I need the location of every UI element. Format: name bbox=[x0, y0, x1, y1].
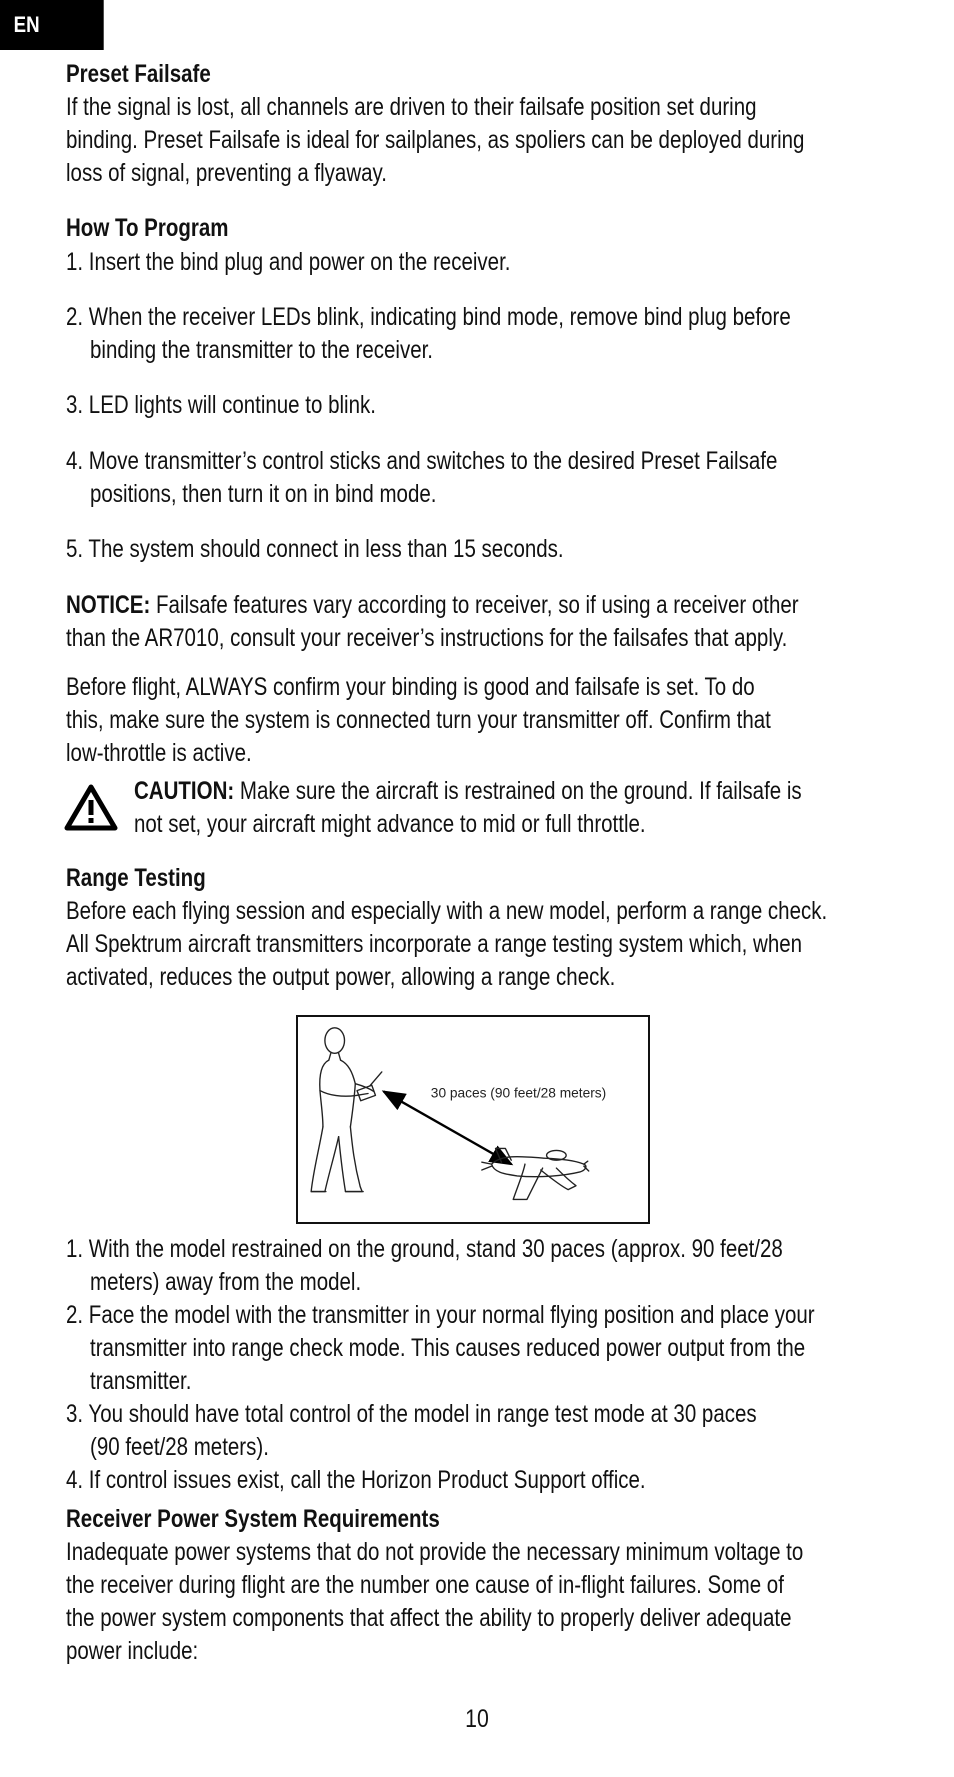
range-text-line: activated, reduces the output power, allowing a range check. bbox=[66, 963, 616, 991]
notice-text: Failsafe features vary according to receiver, so if using a receiver other bbox=[150, 591, 799, 619]
power-text-line: the power system components that affect the ability to properly deliver adequate bbox=[66, 1604, 792, 1632]
range-step-3-cont: (90 feet/28 meters). bbox=[90, 1433, 269, 1461]
range-step-2-cont: transmitter into range check mode. This causes reduced power output from the bbox=[90, 1334, 806, 1362]
how-to-program-heading: How To Program bbox=[66, 214, 229, 242]
program-step-2: 2. When the receiver LEDs blink, indicating bind mode, remove bind plug before bbox=[66, 303, 791, 331]
range-step-2-cont: transmitter. bbox=[90, 1367, 192, 1395]
range-step-1-cont: meters) away from the model. bbox=[90, 1268, 362, 1296]
notice-text-line: than the AR7010, consult your receiver’s instructions for the failsafes that apply. bbox=[66, 624, 788, 652]
range-step-4: 4. If control issues exist, call the Horizon Product Support office. bbox=[66, 1466, 646, 1494]
power-requirements-heading: Receiver Power System Requirements bbox=[66, 1505, 440, 1533]
range-step-3: 3. You should have total control of the model in range test mode at 30 paces bbox=[66, 1400, 757, 1428]
before-flight-line: Before flight, ALWAYS confirm your binding is good and failsafe is set. To do bbox=[66, 673, 755, 701]
caution-text: Make sure the aircraft is restrained on the ground. If failsafe is bbox=[234, 777, 802, 805]
caution-label: CAUTION: bbox=[134, 777, 235, 805]
failsafe-text-line: binding. Preset Failsafe is ideal for sailplanes, as spoliers can be deployed during bbox=[66, 126, 805, 154]
before-flight-line: low-throttle is active. bbox=[66, 739, 252, 767]
program-step-4-cont: positions, then turn it on in bind mode. bbox=[90, 480, 437, 508]
warning-triangle-icon bbox=[64, 783, 118, 831]
range-check-illustration bbox=[298, 1017, 648, 1222]
program-step-1: 1. Insert the bind plug and power on the receiver. bbox=[66, 248, 511, 276]
range-text-line: All Spektrum aircraft transmitters incorporate a range testing system which, when bbox=[66, 930, 803, 958]
pilot-figure bbox=[311, 1028, 382, 1192]
before-flight-line: this, make sure the system is connected turn your transmitter off. Confirm that bbox=[66, 706, 771, 734]
failsafe-text-line: If the signal is lost, all channels are driven to their failsafe position set during bbox=[66, 93, 757, 121]
program-step-3: 3. LED lights will continue to blink. bbox=[66, 391, 376, 419]
distance-arrow bbox=[384, 1092, 512, 1165]
page-number: 10 bbox=[465, 1705, 489, 1733]
range-step-2: 2. Face the model with the transmitter in your normal flying position and place your bbox=[66, 1301, 815, 1329]
range-text-line: Before each flying session and especially with a new model, perform a range check. bbox=[66, 897, 828, 925]
failsafe-text-line: loss of signal, preventing a flyaway. bbox=[66, 159, 387, 187]
range-testing-heading: Range Testing bbox=[66, 864, 206, 892]
power-text-line: the receiver during flight are the number one cause of in-flight failures. Some of bbox=[66, 1571, 784, 1599]
range-step-1: 1. With the model restrained on the ground, stand 30 paces (approx. 90 feet/28 bbox=[66, 1235, 783, 1263]
language-tab: EN bbox=[0, 0, 104, 50]
power-text-line: Inadequate power systems that do not provide the necessary minimum voltage to bbox=[66, 1538, 804, 1566]
notice-label: NOTICE: bbox=[66, 591, 151, 619]
program-step-4: 4. Move transmitter’s control sticks and switches to the desired Preset Failsafe bbox=[66, 447, 778, 475]
preset-failsafe-heading: Preset Failsafe bbox=[66, 60, 211, 88]
program-step-5: 5. The system should connect in less than 15 seconds. bbox=[66, 535, 564, 563]
range-figure-label: 30 paces (90 feet/28 meters) bbox=[430, 1085, 607, 1101]
caution-text-line: not set, your aircraft might advance to mid or full throttle. bbox=[134, 810, 646, 838]
range-check-figure bbox=[296, 1015, 650, 1224]
caution-paragraph bbox=[134, 775, 802, 807]
program-step-2-cont: binding the transmitter to the receiver. bbox=[90, 336, 433, 364]
notice-paragraph bbox=[66, 589, 799, 621]
power-text-line: power include: bbox=[66, 1637, 199, 1665]
